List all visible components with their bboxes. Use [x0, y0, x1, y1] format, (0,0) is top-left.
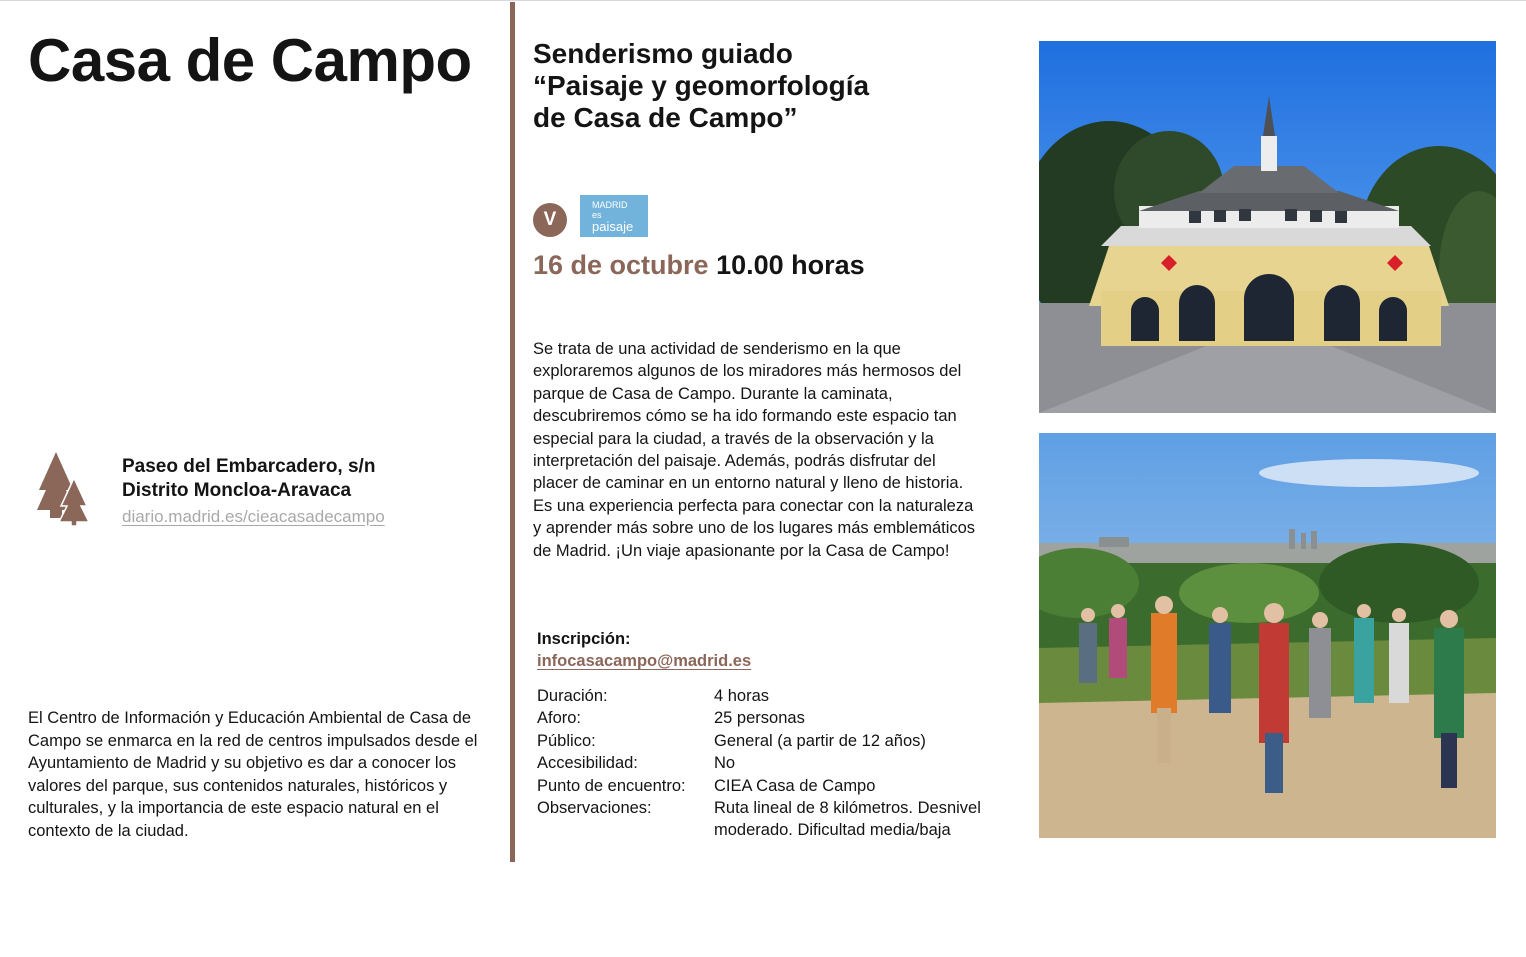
detail-label: Público:: [537, 731, 596, 750]
detail-value: 4 horas: [714, 687, 770, 705]
center-intro-text: El Centro de Información y Educación Ambiental de Casa de Campo se enmarca en la red de centros impulsados desde el Ayuntamiento de Madrid y su objetivo es dar a conocer los valores del parque, sus contenidos naturales, históricos y culturales, y la importancia de este espacio natural en el contexto de la ciudad.: [28, 709, 478, 840]
details-row: [537, 707, 1004, 729]
details-row: [537, 685, 1004, 707]
detail-value: No: [714, 754, 736, 773]
hiking-group-photo: [1039, 433, 1496, 838]
venue-title: Casa de Campo: [28, 27, 472, 94]
details-row: [537, 730, 1004, 752]
pavilion-photo: [1039, 41, 1496, 413]
registration-email-link[interactable]: infocasacampo@madrid.es: [537, 652, 752, 670]
event-details-table: [537, 685, 1004, 842]
logo-text: es: [592, 210, 602, 220]
category-badge: V: [533, 203, 567, 237]
detail-value: Ruta lineal de 8 kilómetros. Desnivel moderado. Dificultad media/baja: [714, 799, 981, 840]
detail-label: Accesibilidad:: [537, 754, 638, 773]
event-datetime: [533, 248, 865, 282]
column-divider: [510, 2, 515, 862]
detail-label: Punto de encuentro:: [537, 776, 686, 795]
logo-text: paisaje: [592, 219, 634, 234]
detail-value: General (a partir de 12 años): [714, 731, 926, 750]
event-title-line: “Paisaje y geomorfología: [533, 70, 870, 101]
event-title: [533, 38, 869, 134]
detail-label: Observaciones:: [537, 799, 652, 818]
detail-value: 25 personas: [714, 709, 805, 728]
address-block: [122, 455, 375, 503]
website-link[interactable]: diario.madrid.es/cieacasadecampo: [122, 507, 385, 526]
tree-icon: [36, 450, 92, 526]
address-street: Paseo del Embarcadero, s/n: [122, 456, 376, 477]
detail-value: CIEA Casa de Campo: [714, 776, 876, 795]
registration-label: Inscripción:: [537, 630, 631, 648]
event-title-line: Senderismo guiado: [533, 38, 793, 69]
detail-label: Aforo:: [537, 709, 582, 728]
logo-text: MADRID: [592, 200, 628, 210]
top-border: [0, 0, 1526, 1]
event-description: Se trata de una actividad de senderismo en la que exploraremos algunos de los miradores más hermosos del parque de Casa de Campo. Durante la caminata, descubriremos cómo se ha ido formando este espacio tan especial para la ciudad, a través de la observación y la interpretación del paisaje. Además, podrás disfrutar del placer de caminar en un entorno natural y lleno de historia. Es una experiencia perfecta para conectar con la naturaleza y aprender más sobre uno de los lugares más emblemáticos de Madrid. ¡Un viaje apasionante por la Casa de Campo!: [533, 340, 976, 560]
event-title-line: de Casa de Campo”: [533, 102, 798, 133]
madrid-es-paisaje-logo: [580, 195, 648, 237]
detail-label: Duración:: [537, 687, 608, 705]
details-row: [537, 797, 1004, 842]
details-row: [537, 775, 1004, 797]
event-time: 10.00 horas: [716, 250, 865, 280]
details-row: [537, 752, 1004, 774]
event-date: 16 de octubre: [533, 250, 709, 280]
address-district: Distrito Moncloa-Aravaca: [122, 480, 352, 501]
